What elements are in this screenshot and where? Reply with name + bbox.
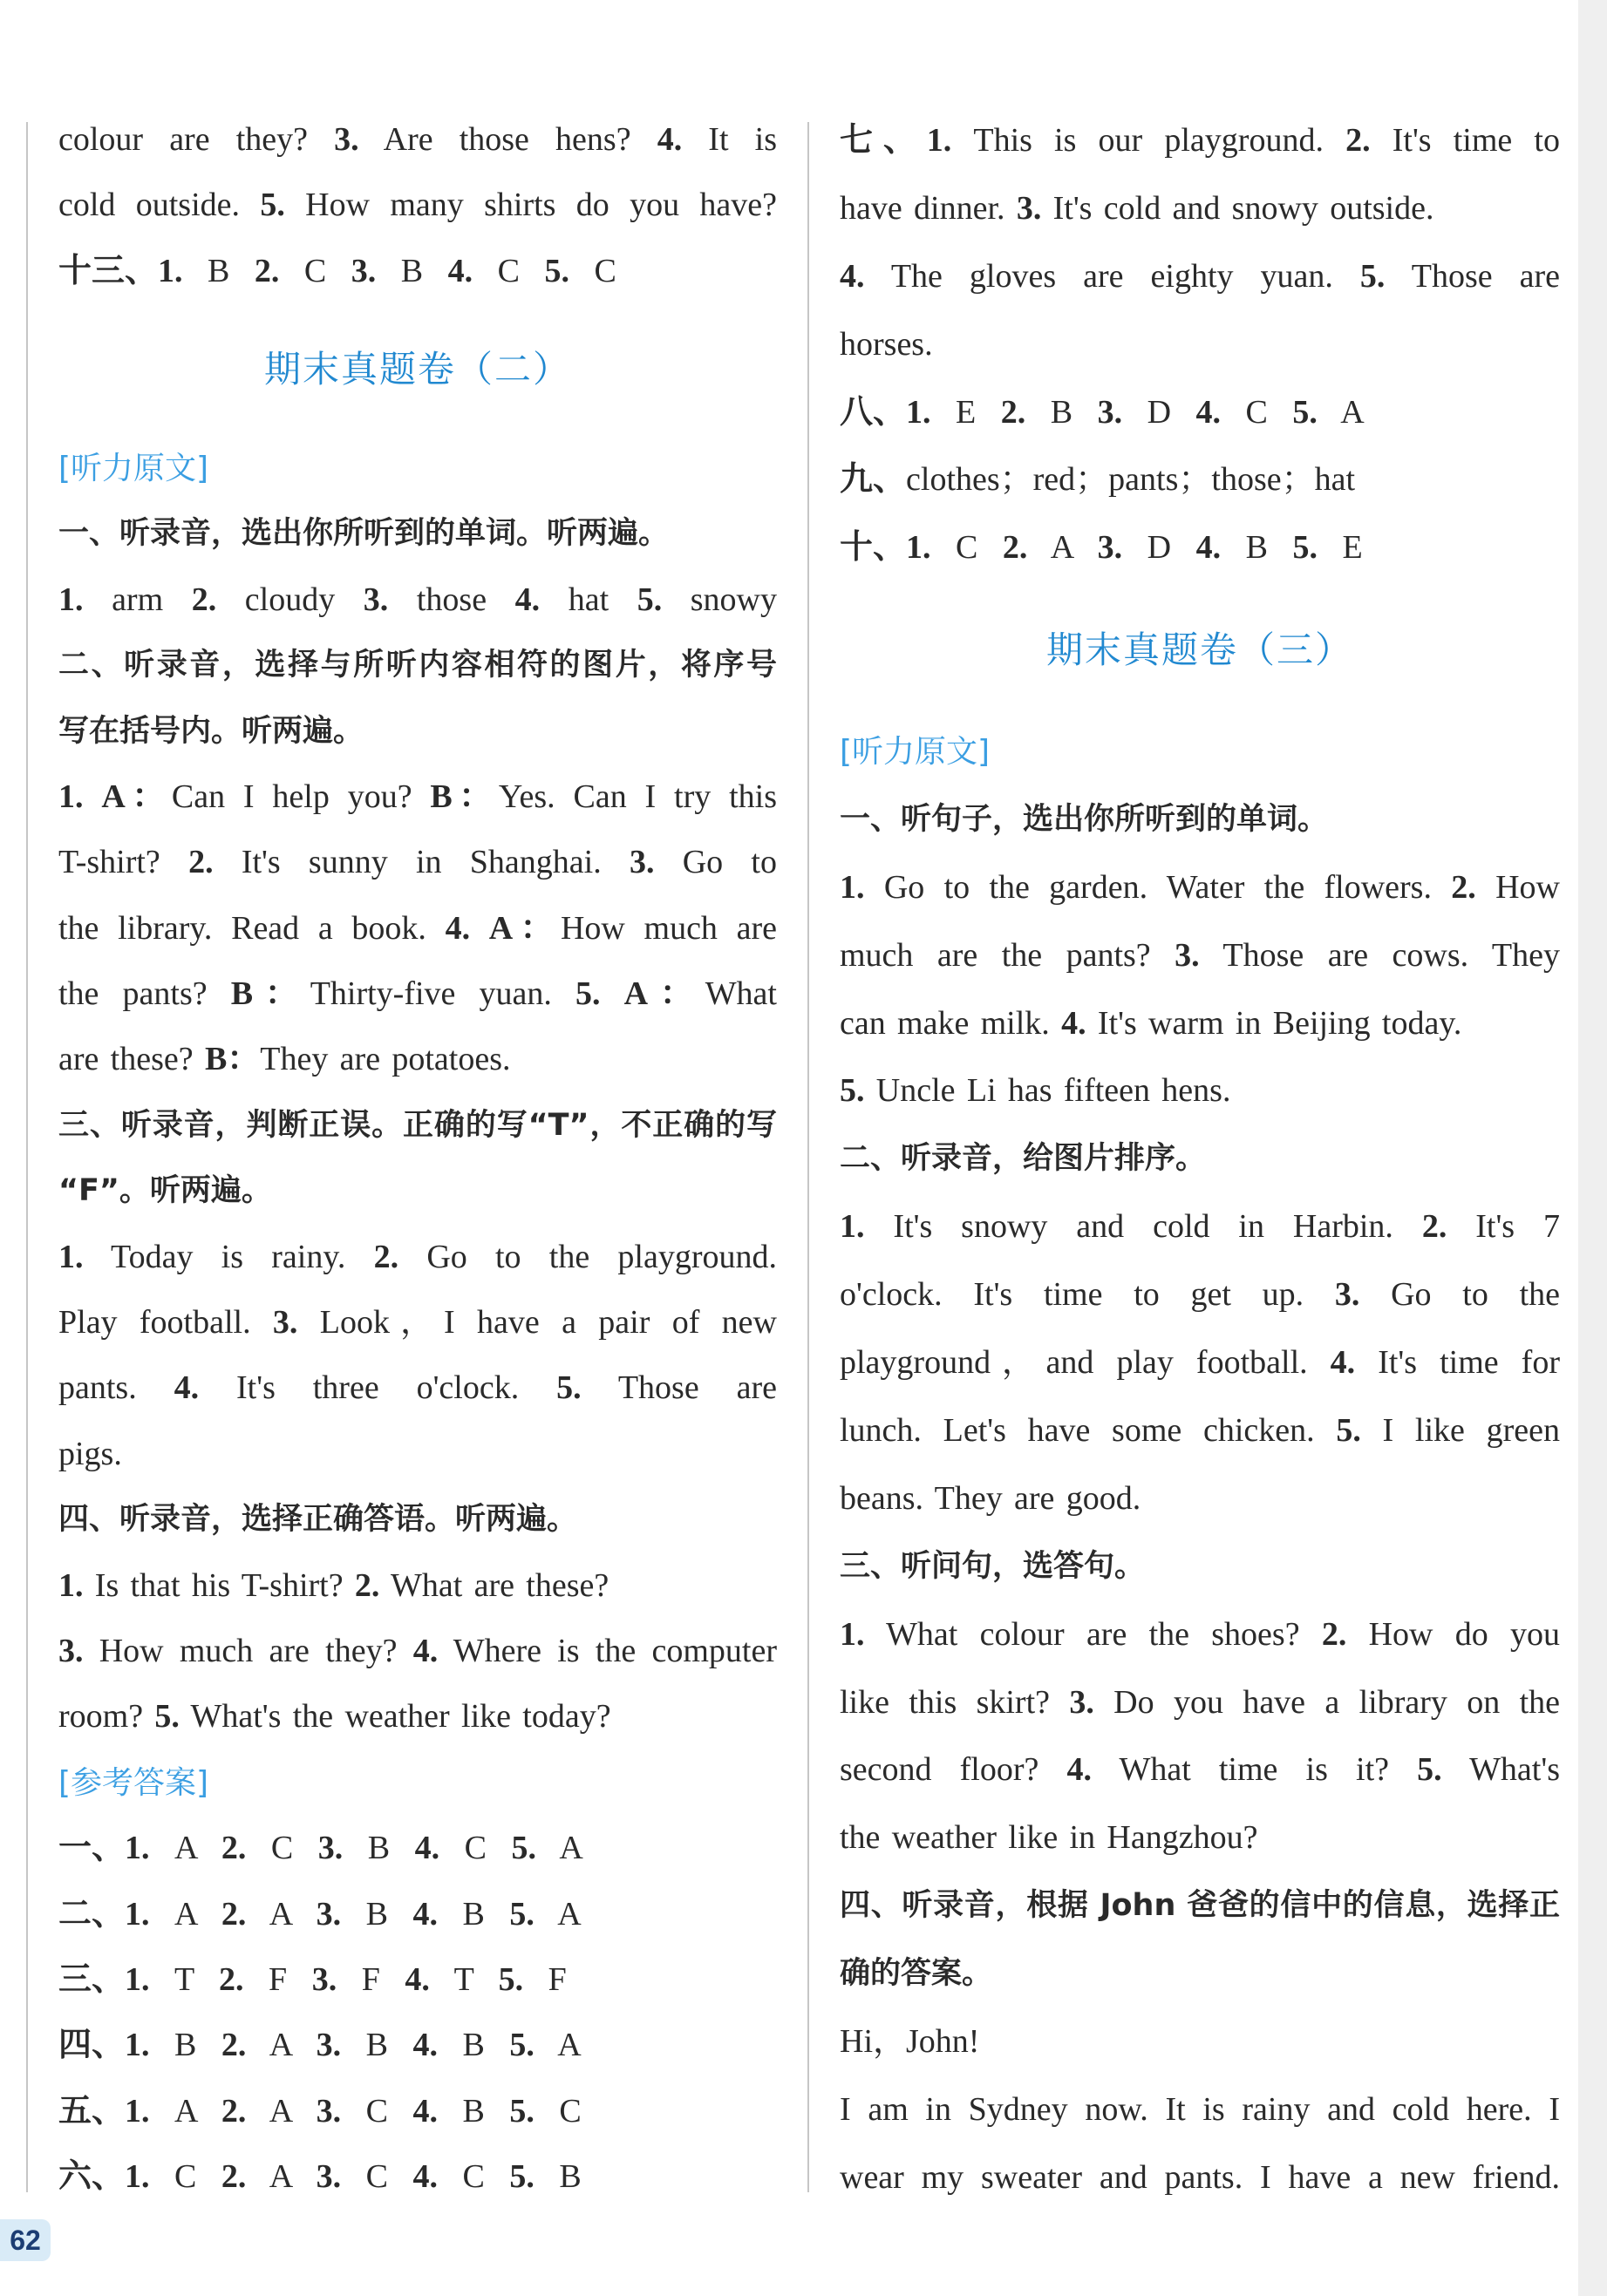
item-marker: 1. [840, 1615, 865, 1653]
item-marker: 5. [556, 1369, 582, 1407]
item-marker: 3. [58, 1633, 84, 1669]
item-marker: 4. [1066, 1751, 1093, 1789]
item-marker: 3. [316, 1895, 342, 1933]
item-marker: 五、 [58, 2092, 126, 2130]
item-marker: 六、 [58, 2158, 126, 2196]
item-marker: 2. [221, 2027, 247, 2064]
answer-line: 十、1. C 2. A 3. D 4. B 5. E [840, 529, 1363, 567]
item-marker: 2. [1002, 529, 1028, 567]
item-marker: 4. [840, 257, 865, 295]
item-marker: 4. [412, 2092, 438, 2130]
item-marker: 4. [657, 121, 683, 158]
item-marker: 4. [412, 1895, 438, 1933]
item-marker: 2. [221, 1895, 247, 1933]
text-line: the weather like in Hangzhou? [840, 1819, 1258, 1857]
text-line: pigs. [58, 1435, 122, 1472]
question-instruction: 一、听录音，选出你所听到的单词。听两遍。 [58, 516, 670, 552]
item-marker: 十三、 [58, 252, 159, 289]
answer-line: 二、1. A 2. A 3. B 4. B 5. A [58, 1895, 582, 1933]
item-marker: 2. [191, 581, 217, 618]
item-marker: 4. [1061, 1004, 1086, 1042]
letter-greeting: Hi，John! [840, 2022, 980, 2060]
left-column [58, 107, 777, 2211]
item-marker: 四、 [58, 2027, 126, 2064]
text-line: 1. arm 2. cloudy 3. those 4. hat 5. snowy [58, 581, 777, 618]
item-marker: 5. [1336, 1411, 1361, 1449]
text-line: 1. A：Can I help you? B：Yes. Can I try this [58, 778, 777, 815]
item-marker: 3. [1097, 393, 1123, 431]
question-instruction: 一、听句子，选出你所听到的单词。 [840, 801, 1329, 837]
item-marker: 4. [1195, 529, 1222, 567]
item-marker: 4. [447, 252, 473, 289]
letter-line: I am in Sydney now. It is rainy and cold here. I [840, 2090, 1560, 2128]
item-marker: B： [230, 975, 310, 1013]
column-divider [807, 122, 809, 2192]
text-line: like this skirt? 3. Do you have a library on the [840, 1683, 1560, 1721]
text-line: 1. Go to the garden. Water the flowers. 2. How [840, 868, 1560, 906]
text-line: 1. What colour are the shoes? 2. How do you [840, 1615, 1560, 1653]
item-marker: 1. [125, 1895, 150, 1933]
item-marker: A： [623, 975, 705, 1013]
item-marker: 5. [509, 2158, 535, 2196]
question-instruction: 二、听录音，给图片排序。 [840, 1141, 1207, 1177]
answer-line: 五、1. A 2. A 3. C 4. B 5. C [58, 2092, 582, 2130]
item-marker: 5. [509, 2092, 535, 2130]
item-marker: 3. [334, 121, 359, 158]
item-marker: 5. [154, 1698, 180, 1736]
item-marker: 3. [1334, 1276, 1360, 1314]
item-marker: 1. [58, 778, 84, 815]
item-marker: 2. [254, 252, 280, 289]
item-marker: 3. [311, 1960, 337, 1998]
item-marker: 5. [637, 581, 663, 618]
item-marker: 1. [125, 2092, 150, 2130]
text-line: horses. [840, 325, 933, 363]
text-line: beans. They are good. [840, 1479, 1141, 1517]
item-marker: 5. [1292, 393, 1318, 431]
text-line: 1. It's snowy and cold in Harbin. 2. It's 7 [840, 1208, 1560, 1246]
text-line: pants. 4. It's three o'clock. 5. Those are [58, 1369, 777, 1407]
item-marker: 2. [221, 1830, 247, 1867]
text-line: room? 5. What's the weather like today? [58, 1698, 611, 1736]
question-instruction: 四、听录音，选择正确答语。听两遍。 [58, 1502, 578, 1538]
item-marker: 2. [221, 2092, 247, 2130]
item-marker: 5. [509, 2027, 535, 2064]
item-marker: 5. [575, 975, 601, 1013]
item-marker: 4. [405, 1960, 430, 1998]
text-line: 七、1. This is our playground. 2. It's time to [840, 122, 1560, 159]
text-line: lunch. Let's have some chicken. 5. I like green [840, 1411, 1560, 1449]
answer-line: 九、clothes；red；pants；those；hat [840, 461, 1356, 499]
item-marker: 1. [840, 868, 865, 906]
item-marker: 3. [1097, 529, 1123, 567]
listening-script-label: [听力原文] [840, 734, 991, 771]
text-line: T-shirt? 2. It's sunny in Shanghai. 3. Go to [58, 844, 777, 881]
item-marker: 3. [1016, 189, 1042, 227]
item-marker: 2. [1000, 393, 1026, 431]
text-line: 1. Is that his T-shirt? 2. What are these? [58, 1566, 609, 1604]
page-number: 62 [0, 2219, 51, 2261]
text-line: o'clock. It's time to get up. 3. Go to the [840, 1276, 1560, 1314]
item-marker: A： [488, 909, 561, 947]
answer-key-label: [参考答案] [58, 1764, 209, 1801]
item-marker: 3. [1175, 936, 1200, 974]
item-marker: 3. [316, 2027, 342, 2064]
item-marker: 3. [272, 1304, 298, 1342]
item-marker: 2. [219, 1960, 244, 1998]
answer-line: 三、1. T 2. F 3. F 4. T 5. F [58, 1960, 567, 1998]
item-marker: 5. [1359, 257, 1386, 295]
left-margin-rule [26, 122, 28, 2192]
answer-line: 四、1. B 2. A 3. B 4. B 5. A [58, 2027, 582, 2064]
item-marker: 4. [414, 1830, 440, 1867]
answer-line: 十三、1. B 2. C 3. B 4. C 5. C [58, 252, 616, 289]
item-marker: 1. [906, 393, 931, 431]
text-line: Play football. 3. Look，I have a pair of new [58, 1304, 777, 1342]
item-marker: 3. [316, 2092, 342, 2130]
item-marker: 4. [412, 1633, 439, 1669]
section-title: 期末真题卷（二） [263, 348, 571, 391]
text-line: the pants? B：Thirty-five yuan. 5. A：What [58, 975, 777, 1013]
item-marker: 2. [1321, 1615, 1347, 1653]
item-marker: 1. [125, 2158, 150, 2196]
item-marker: 4. [514, 581, 541, 618]
item-marker: 4. [445, 909, 471, 947]
item-marker: 2. [1421, 1208, 1447, 1246]
text-line: cold outside. 5. How many shirts do you have? [58, 187, 777, 224]
text-line: much are the pants? 3. Those are cows. They [840, 936, 1560, 974]
text-line: second floor? 4. What time is it? 5. What's [840, 1751, 1560, 1789]
item-marker: 一、 [58, 1830, 126, 1867]
item-marker: 5. [544, 252, 569, 289]
item-marker: 3. [363, 581, 389, 618]
item-marker: 八、 [840, 393, 907, 431]
section-title: 期末真题卷（三） [1045, 628, 1353, 672]
text-line: have dinner. 3. It's cold and snowy outside. [840, 189, 1434, 227]
item-marker: 七、 [840, 122, 927, 159]
text-line: 1. Today is rainy. 2. Go to the playground. [58, 1238, 777, 1275]
item-marker: 1. [158, 252, 183, 289]
item-marker: 二、 [58, 1895, 126, 1933]
item-marker: 1. [58, 581, 84, 618]
item-marker: 3. [351, 252, 377, 289]
letter-line: wear my sweater and pants. I have a new friend. [840, 2158, 1560, 2196]
item-marker: 3. [317, 1830, 344, 1867]
item-marker: 2. [188, 844, 214, 881]
item-marker: 5. [260, 187, 285, 224]
item-marker: 4. [1195, 393, 1222, 431]
item-marker: 十、 [840, 529, 907, 567]
text-line: can make milk. 4. It's warm in Beijing today. [840, 1004, 1462, 1042]
item-marker: 2. [1345, 122, 1371, 159]
question-instruction: 确的答案。 [840, 1956, 993, 1992]
item-marker: 5. [1292, 529, 1318, 567]
item-marker: 5. [511, 1830, 536, 1867]
item-marker: 5. [1417, 1751, 1442, 1789]
text-line: 5. Uncle Li has fifteen hens. [840, 1072, 1231, 1110]
item-marker: 5. [509, 1895, 535, 1933]
question-instruction: 写在括号内。听两遍。 [58, 713, 364, 749]
item-marker: 1. [906, 529, 931, 567]
listening-script-label: [听力原文] [58, 450, 209, 486]
item-marker: 1. [125, 2027, 150, 2064]
item-marker: 1. [125, 1960, 150, 1998]
item-marker: 5. [840, 1072, 865, 1110]
answer-line: 六、1. C 2. A 3. C 4. C 5. B [58, 2158, 582, 2196]
item-marker: 3. [316, 2158, 342, 2196]
text-line: playground，and play football. 4. It's time for [840, 1344, 1560, 1382]
item-marker: 2. [373, 1238, 399, 1275]
item-marker: 2. [1451, 868, 1476, 906]
question-instruction: 四、听录音，根据 John 爸爸的信中的信息，选择正 [840, 1888, 1560, 1924]
item-marker: 5. [498, 1960, 524, 1998]
answer-line: 一、1. A 2. C 3. B 4. C 5. A [58, 1830, 583, 1867]
item-marker: B： [204, 1041, 261, 1078]
item-marker: 4. [1330, 1344, 1356, 1382]
question-instruction: 三、听录音，判断正误。正确的写“T”，不正确的写 [58, 1107, 777, 1143]
text-line: 4. The gloves are eighty yuan. 5. Those are [840, 257, 1560, 295]
item-marker: A： [101, 778, 172, 815]
item-marker: 1. [926, 122, 952, 159]
question-instruction: 三、听问句，选答句。 [840, 1548, 1146, 1584]
item-marker: 1. [840, 1208, 865, 1246]
item-marker: 1. [58, 1566, 84, 1604]
text-line: 3. How much are they? 4. Where is the computer [58, 1633, 777, 1669]
item-marker: 2. [221, 2158, 247, 2196]
item-marker: 4. [412, 2158, 438, 2196]
item-marker: 1. [125, 1830, 150, 1867]
item-marker: 三、 [58, 1960, 126, 1998]
answer-line: 八、1. E 2. B 3. D 4. C 5. A [840, 393, 1365, 431]
text-line: are these? B：They are potatoes. [58, 1041, 511, 1078]
item-marker: 3. [1069, 1683, 1094, 1721]
item-marker: 3. [629, 844, 655, 881]
right-column [840, 107, 1560, 2212]
item-marker: 4. [174, 1369, 200, 1407]
item-marker: B： [430, 778, 499, 815]
item-marker: 1. [58, 1238, 84, 1275]
text-line: colour are they? 3. Are those hens? 4. It is [58, 121, 777, 158]
text-line: the library. Read a book. 4. A：How much are [58, 909, 777, 947]
question-instruction: 二、听录音，选择与所听内容相符的图片，将序号 [58, 648, 777, 683]
item-marker: 4. [412, 2027, 438, 2064]
question-instruction: “F”。听两遍。 [58, 1173, 272, 1209]
item-marker: 九、 [840, 461, 907, 499]
item-marker: 2. [354, 1566, 380, 1604]
page-edge-shade [1578, 0, 1607, 2296]
